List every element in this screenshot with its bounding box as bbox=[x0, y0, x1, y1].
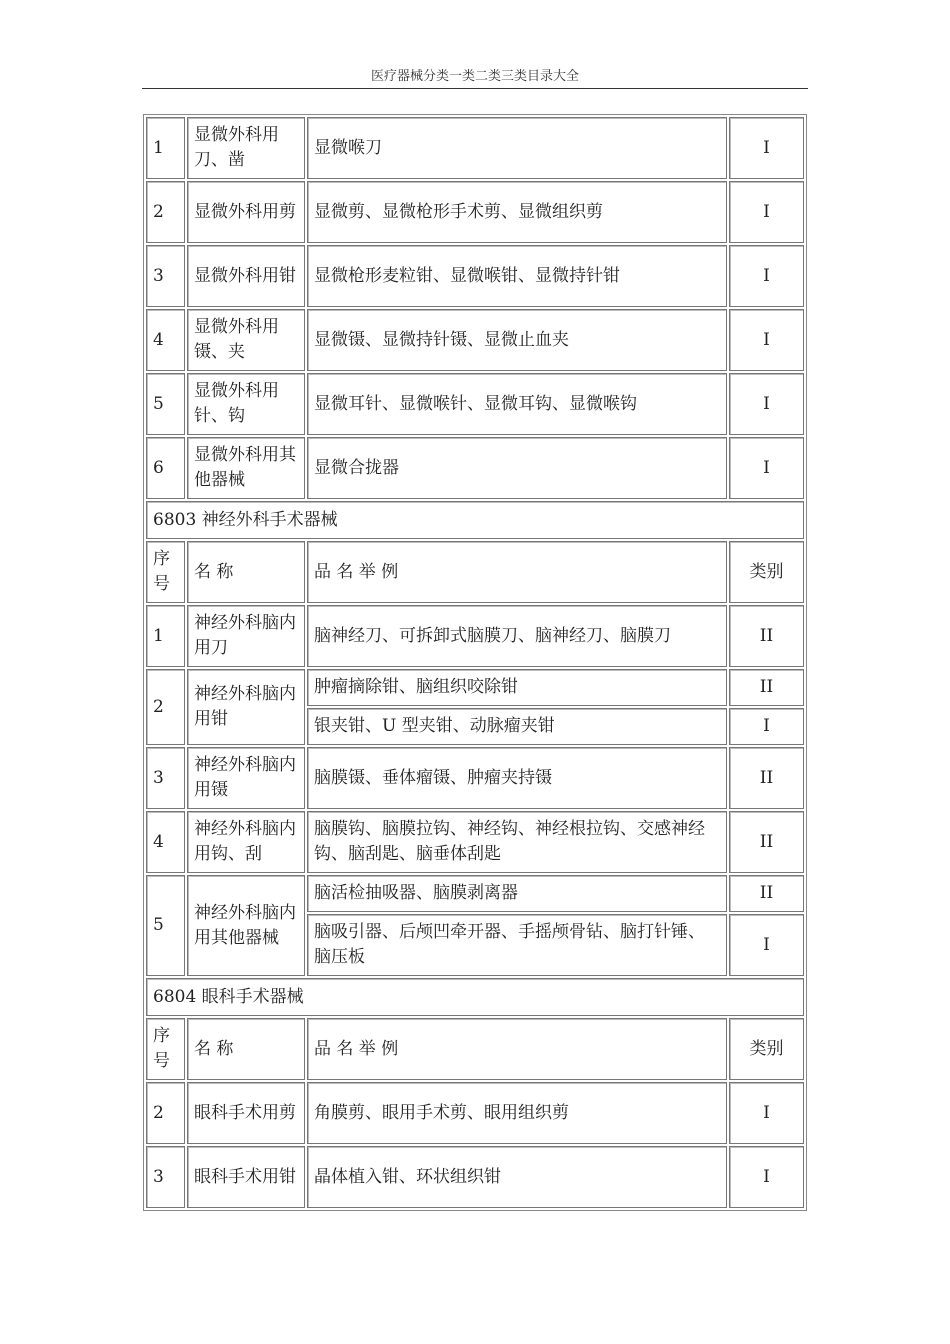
table-row bbox=[146, 669, 804, 706]
table-row bbox=[146, 117, 804, 179]
product-name: 显微外科用镊、夹 bbox=[187, 309, 305, 371]
row-number: 4 bbox=[146, 309, 185, 371]
table-row bbox=[146, 605, 804, 667]
header-name: 名 称 bbox=[187, 541, 305, 603]
device-class: I bbox=[729, 181, 804, 243]
table-row bbox=[146, 373, 804, 435]
device-class: I bbox=[729, 309, 804, 371]
product-name: 神经外科脑内用钩、刮 bbox=[187, 811, 305, 873]
header-name: 名 称 bbox=[187, 1018, 305, 1080]
header-examples: 品 名 举 例 bbox=[307, 541, 727, 603]
device-class: II bbox=[729, 605, 804, 667]
section-title: 6804 眼科手术器械 bbox=[146, 978, 804, 1016]
device-class: II bbox=[729, 747, 804, 809]
product-name: 神经外科脑内用钳 bbox=[187, 669, 305, 745]
product-examples: 脑膜镊、垂体瘤镊、肿瘤夹持镊 bbox=[307, 747, 727, 809]
row-number: 3 bbox=[146, 1146, 185, 1208]
row-number: 3 bbox=[146, 747, 185, 809]
product-examples: 显微枪形麦粒钳、显微喉钳、显微持针钳 bbox=[307, 245, 727, 307]
table-header-row bbox=[146, 541, 804, 603]
table-row bbox=[146, 1082, 804, 1144]
row-number: 4 bbox=[146, 811, 185, 873]
product-examples: 显微剪、显微枪形手术剪、显微组织剪 bbox=[307, 181, 727, 243]
device-class: I bbox=[729, 914, 804, 976]
table-row bbox=[146, 811, 804, 873]
product-name: 显微外科用刀、凿 bbox=[187, 117, 305, 179]
product-name: 显微外科用剪 bbox=[187, 181, 305, 243]
product-name: 显微外科用针、钩 bbox=[187, 373, 305, 435]
product-name: 显微外科用其他器械 bbox=[187, 437, 305, 499]
device-class: I bbox=[729, 245, 804, 307]
row-number: 1 bbox=[146, 117, 185, 179]
table-row bbox=[146, 747, 804, 809]
device-class: I bbox=[729, 373, 804, 435]
product-examples: 脑吸引器、后颅凹牵开器、手摇颅骨钻、脑打针锤、脑压板 bbox=[307, 914, 727, 976]
catalog-table bbox=[143, 114, 807, 1211]
product-examples: 脑神经刀、可拆卸式脑膜刀、脑神经刀、脑膜刀 bbox=[307, 605, 727, 667]
table-row bbox=[146, 875, 804, 912]
device-class: II bbox=[729, 811, 804, 873]
row-number: 5 bbox=[146, 875, 185, 976]
table-row bbox=[146, 181, 804, 243]
product-name: 眼科手术用剪 bbox=[187, 1082, 305, 1144]
header-class: 类别 bbox=[729, 1018, 804, 1080]
section-title: 6803 神经外科手术器械 bbox=[146, 501, 804, 539]
table-row bbox=[146, 437, 804, 499]
device-class: I bbox=[729, 708, 804, 745]
product-examples: 脑活检抽吸器、脑膜剥离器 bbox=[307, 875, 727, 912]
table-row bbox=[146, 245, 804, 307]
product-examples: 显微耳针、显微喉针、显微耳钩、显微喉钩 bbox=[307, 373, 727, 435]
row-number: 5 bbox=[146, 373, 185, 435]
row-number: 2 bbox=[146, 1082, 185, 1144]
row-number: 6 bbox=[146, 437, 185, 499]
product-examples: 角膜剪、眼用手术剪、眼用组织剪 bbox=[307, 1082, 727, 1144]
product-name: 显微外科用钳 bbox=[187, 245, 305, 307]
section-heading-row bbox=[146, 978, 804, 1016]
header-number: 序号 bbox=[146, 1018, 185, 1080]
product-examples: 银夹钳、U 型夹钳、动脉瘤夹钳 bbox=[307, 708, 727, 745]
device-class: I bbox=[729, 1146, 804, 1208]
product-examples: 脑膜钩、脑膜拉钩、神经钩、神经根拉钩、交感神经钩、脑刮匙、脑垂体刮匙 bbox=[307, 811, 727, 873]
row-number: 1 bbox=[146, 605, 185, 667]
table-row bbox=[146, 309, 804, 371]
page-header bbox=[142, 68, 808, 89]
table-header-row bbox=[146, 1018, 804, 1080]
product-examples: 显微镊、显微持针镊、显微止血夹 bbox=[307, 309, 727, 371]
device-class: I bbox=[729, 117, 804, 179]
device-class: I bbox=[729, 437, 804, 499]
product-examples: 显微合拢器 bbox=[307, 437, 727, 499]
device-class: I bbox=[729, 1082, 804, 1144]
product-name: 神经外科脑内用其他器械 bbox=[187, 875, 305, 976]
product-examples: 显微喉刀 bbox=[307, 117, 727, 179]
header-class: 类别 bbox=[729, 541, 804, 603]
row-number: 2 bbox=[146, 181, 185, 243]
device-class: II bbox=[729, 669, 804, 706]
row-number: 3 bbox=[146, 245, 185, 307]
table-row bbox=[146, 1146, 804, 1208]
header-number: 序号 bbox=[146, 541, 185, 603]
row-number: 2 bbox=[146, 669, 185, 745]
header-examples: 品 名 举 例 bbox=[307, 1018, 727, 1080]
device-class: II bbox=[729, 875, 804, 912]
product-name: 神经外科脑内用刀 bbox=[187, 605, 305, 667]
product-examples: 肿瘤摘除钳、脑组织咬除钳 bbox=[307, 669, 727, 706]
product-examples: 晶体植入钳、环状组织钳 bbox=[307, 1146, 727, 1208]
product-name: 神经外科脑内用镊 bbox=[187, 747, 305, 809]
section-heading-row bbox=[146, 501, 804, 539]
product-name: 眼科手术用钳 bbox=[187, 1146, 305, 1208]
page-header-title: 医疗器械分类一类二类三类目录大全 bbox=[370, 69, 579, 84]
